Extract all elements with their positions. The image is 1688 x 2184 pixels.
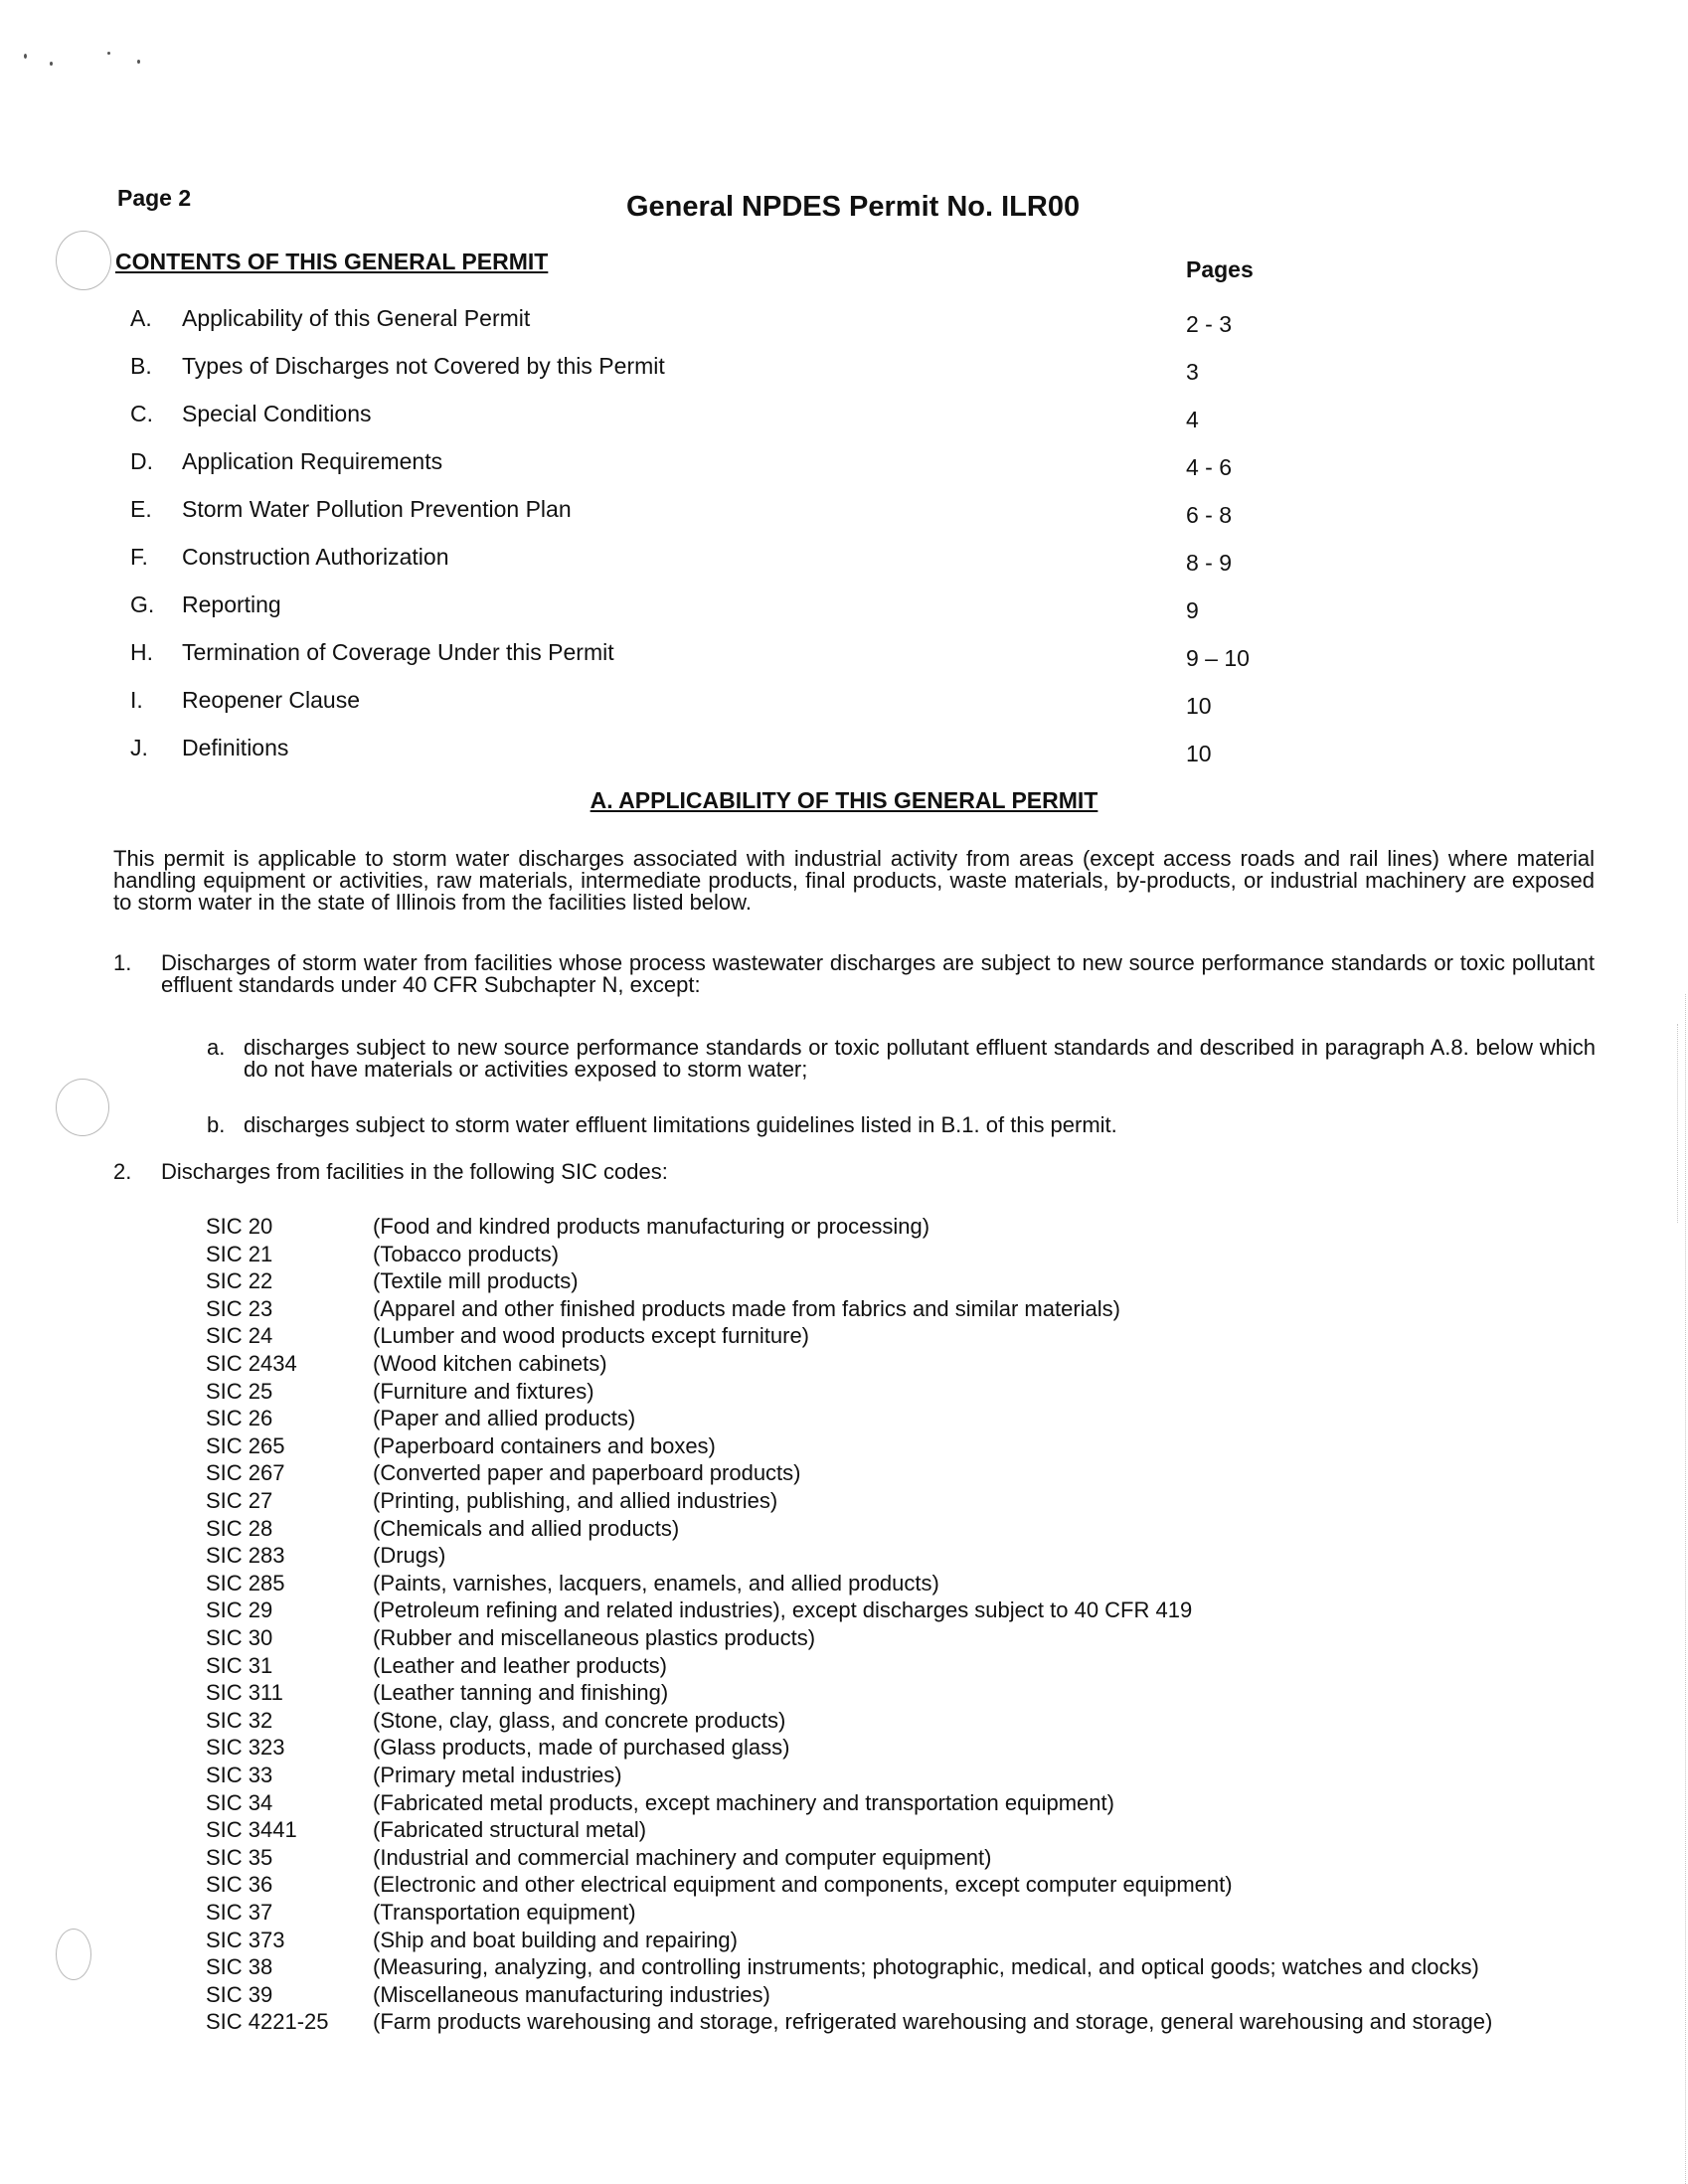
- sic-description: (Ship and boat building and repairing): [373, 1927, 738, 1952]
- sic-code-row: [0, 1515, 1688, 1542]
- toc-item: [0, 591, 1688, 625]
- sic-description: (Fabricated metal products, except machinery and transportation equipment): [373, 1789, 1114, 1815]
- sic-code-row: [0, 1432, 1688, 1459]
- sic-code: SIC 39: [206, 1981, 273, 2007]
- item-text: Discharges of storm water from facilities whose process wastewater discharges are subject to new source performance standards or toxic pollutant effluent standards under 40 CFR Subchapter N, except:: [161, 950, 1595, 997]
- scan-edge-line: [1677, 1024, 1678, 1223]
- toc-item-letter: A.: [130, 305, 152, 331]
- toc-pages-header: Pages: [1186, 256, 1254, 282]
- sic-description: (Farm products warehousing and storage, refrigerated warehousing and storage, general warehousing and storage): [373, 2009, 1493, 2035]
- sic-description: (Leather and leather products): [373, 1652, 667, 1678]
- sic-description: (Printing, publishing, and allied industries): [373, 1488, 778, 1513]
- toc-item-pages: 8 - 9: [1186, 550, 1233, 576]
- toc-item-letter: E.: [130, 496, 152, 522]
- sic-code-row: [0, 1762, 1688, 1788]
- sic-code-row: [0, 1981, 1688, 2008]
- sic-code: SIC 20: [206, 1214, 273, 1239]
- sic-code: SIC 283: [206, 1543, 285, 1569]
- item-text: Discharges from facilities in the following SIC codes:: [161, 1159, 668, 1184]
- toc-item-pages: 4: [1186, 407, 1199, 432]
- sic-code-row: [0, 1596, 1688, 1623]
- sic-code: SIC 22: [206, 1268, 273, 1294]
- sic-description: (Industrial and commercial machinery and computer equipment): [373, 1844, 992, 1870]
- sic-code-row: [0, 1295, 1688, 1322]
- toc-item-title: Reopener Clause: [182, 687, 361, 713]
- sic-description: (Furniture and fixtures): [373, 1378, 594, 1404]
- sic-code-row: [0, 1734, 1688, 1761]
- toc-item: [0, 639, 1688, 673]
- toc-item-pages: 3: [1186, 359, 1199, 385]
- toc-item-pages: 2 - 3: [1186, 311, 1233, 337]
- sic-code-row: [0, 1679, 1688, 1706]
- sic-code-row: [0, 1322, 1688, 1349]
- sic-code: SIC 26: [206, 1406, 273, 1431]
- sic-code-row: [0, 1459, 1688, 1486]
- toc-item-title: Storm Water Pollution Prevention Plan: [182, 496, 572, 522]
- hole-punch-mark: [56, 231, 111, 290]
- toc-item-title: Special Conditions: [182, 401, 372, 426]
- sic-code-row: [0, 1350, 1688, 1377]
- sic-description: (Leather tanning and finishing): [373, 1680, 669, 1706]
- permit-title: General NPDES Permit No. ILR00: [626, 191, 1081, 223]
- sic-description: (Converted paper and paperboard products): [373, 1460, 801, 1486]
- toc-item-title: Types of Discharges not Covered by this Permit: [182, 353, 665, 379]
- sic-description: (Paper and allied products): [373, 1406, 636, 1431]
- toc-item: [0, 448, 1688, 482]
- toc-item: [0, 401, 1688, 434]
- sic-code: SIC 311: [206, 1680, 283, 1706]
- sic-description: (Glass products, made of purchased glass): [373, 1735, 790, 1761]
- sic-description: (Chemicals and allied products): [373, 1515, 680, 1541]
- scan-speck: [24, 54, 27, 59]
- toc-item: [0, 353, 1688, 387]
- sic-description: (Electronic and other electrical equipment and components, except computer equipment): [373, 1872, 1233, 1898]
- sic-code-row: [0, 1844, 1688, 1871]
- sic-description: (Food and kindred products manufacturing or processing): [373, 1214, 930, 1239]
- sic-code-row: [0, 1953, 1688, 1980]
- sic-code: SIC 265: [206, 1432, 285, 1458]
- intro-paragraph: This permit is applicable to storm water discharges associated with industrial activity from areas (except access roads and rail lines) where material handling equipment or activities, raw materials, intermediate products, final products, waste materials, by-products, or industrial machinery are exposed to storm water in the state of Illinois from the facilities listed below.: [113, 846, 1595, 915]
- toc-item-pages: 10: [1186, 693, 1212, 719]
- sic-code: SIC 2434: [206, 1351, 297, 1376]
- sic-code-row: [0, 1542, 1688, 1569]
- toc-item-title: Application Requirements: [182, 448, 443, 474]
- sic-code: SIC 3441: [206, 1817, 297, 1843]
- toc-item-title: Definitions: [182, 735, 289, 760]
- sic-code: SIC 21: [206, 1241, 273, 1266]
- toc-item-letter: F.: [130, 544, 148, 570]
- toc-item-letter: D.: [130, 448, 153, 474]
- toc-item-title: Reporting: [182, 591, 281, 617]
- sic-description: (Drugs): [373, 1543, 446, 1569]
- hole-punch-mark: [56, 1079, 109, 1136]
- toc-item-title: Construction Authorization: [182, 544, 449, 570]
- toc-item-letter: H.: [130, 639, 153, 665]
- sic-code-row: [0, 1378, 1688, 1405]
- toc-item-letter: C.: [130, 401, 153, 426]
- toc-item-pages: 6 - 8: [1186, 502, 1233, 528]
- sic-code: SIC 29: [206, 1597, 273, 1623]
- sic-code-row: [0, 1652, 1688, 1679]
- sic-code: SIC 37: [206, 1900, 273, 1925]
- toc-item: [0, 305, 1688, 339]
- sic-code-row: [0, 1927, 1688, 1953]
- sic-code-row: [0, 1213, 1688, 1240]
- toc-item: [0, 687, 1688, 721]
- sic-code-row: [0, 1267, 1688, 1294]
- sic-code: SIC 33: [206, 1763, 273, 1787]
- sic-code-row: [0, 1241, 1688, 1267]
- sub-item-label: a.: [207, 1035, 226, 1060]
- sic-description: (Transportation equipment): [373, 1900, 636, 1925]
- sic-code-row: [0, 1487, 1688, 1514]
- sub-item-label: b.: [207, 1112, 226, 1137]
- sic-description: (Rubber and miscellaneous plastics products): [373, 1625, 816, 1650]
- sic-description: (Paperboard containers and boxes): [373, 1432, 716, 1458]
- sic-description: (Miscellaneous manufacturing industries): [373, 1981, 770, 2007]
- sic-code: SIC 28: [206, 1515, 273, 1541]
- sic-code: SIC 32: [206, 1707, 273, 1733]
- sic-code: SIC 23: [206, 1295, 273, 1321]
- sic-code: SIC 34: [206, 1789, 273, 1815]
- toc-item: [0, 544, 1688, 578]
- sic-description: (Lumber and wood products except furniture): [373, 1323, 810, 1349]
- sic-description: (Textile mill products): [373, 1268, 579, 1294]
- toc-item: [0, 735, 1688, 768]
- sic-description: (Wood kitchen cabinets): [373, 1351, 607, 1376]
- sic-code-row: [0, 1871, 1688, 1898]
- page-number: Page 2: [117, 185, 192, 211]
- toc-item-letter: G.: [130, 591, 155, 617]
- sic-code: SIC 323: [206, 1735, 285, 1761]
- sic-code-row: [0, 1570, 1688, 1596]
- toc-item-letter: B.: [130, 353, 152, 379]
- section-heading: A. APPLICABILITY OF THIS GENERAL PERMIT: [590, 787, 1098, 813]
- sic-code-row: [0, 1405, 1688, 1431]
- toc-item: [0, 496, 1688, 530]
- sic-code: SIC 30: [206, 1625, 273, 1650]
- sic-code-row: [0, 1624, 1688, 1651]
- sic-description: (Paints, varnishes, lacquers, enamels, and allied products): [373, 1570, 939, 1596]
- sic-description: (Tobacco products): [373, 1241, 560, 1266]
- toc-item-pages: 9 – 10: [1186, 645, 1250, 671]
- scan-speck: [50, 62, 53, 66]
- sub-item-text: discharges subject to new source performance standards or toxic pollutant effluent standards and described in paragraph A.8. below which do not have materials or activities exposed to storm water;: [244, 1035, 1596, 1082]
- toc-item-pages: 4 - 6: [1186, 454, 1233, 480]
- toc-item-letter: I.: [130, 687, 143, 713]
- sic-description: (Petroleum refining and related industries), except discharges subject to 40 CFR 419: [373, 1597, 1193, 1623]
- sic-code: SIC 27: [206, 1488, 273, 1513]
- sic-code: SIC 25: [206, 1378, 273, 1404]
- sic-code: SIC 4221-25: [206, 2009, 329, 2035]
- sic-description: (Apparel and other finished products made from fabrics and similar materials): [373, 1295, 1120, 1321]
- sic-code: SIC 24: [206, 1323, 273, 1349]
- sic-code: SIC 35: [206, 1844, 273, 1870]
- sic-code-row: [0, 1789, 1688, 1816]
- sic-description: (Measuring, analyzing, and controlling instruments; photographic, medical, and optical goods; watches and clocks): [373, 1954, 1479, 1980]
- sic-code: SIC 38: [206, 1954, 273, 1980]
- item-number: 2.: [113, 1159, 132, 1184]
- toc-item-pages: 10: [1186, 741, 1212, 766]
- toc-item-letter: J.: [130, 735, 148, 760]
- toc-item-title: Termination of Coverage Under this Permit: [182, 639, 614, 665]
- sic-code: SIC 285: [206, 1570, 285, 1596]
- sic-code: SIC 373: [206, 1927, 285, 1952]
- toc-title: CONTENTS OF THIS GENERAL PERMIT: [115, 249, 549, 274]
- sic-code-row: [0, 1816, 1688, 1843]
- sic-code: SIC 267: [206, 1460, 285, 1486]
- sic-code-row: [0, 1899, 1688, 1926]
- sub-item-text: discharges subject to storm water effluent limitations guidelines listed in B.1. of this permit.: [244, 1112, 1117, 1137]
- sic-code-row: [0, 2008, 1688, 2035]
- sic-description: (Primary metal industries): [373, 1763, 622, 1787]
- sic-code: SIC 36: [206, 1872, 273, 1898]
- sic-code-row: [0, 1707, 1688, 1734]
- scan-speck: [137, 60, 140, 64]
- scan-speck: [107, 52, 110, 55]
- toc-item-title: Applicability of this General Permit: [182, 305, 531, 331]
- sic-description: (Stone, clay, glass, and concrete products): [373, 1707, 786, 1733]
- item-number: 1.: [113, 950, 132, 975]
- sic-description: (Fabricated structural metal): [373, 1817, 647, 1843]
- toc-item-pages: 9: [1186, 597, 1199, 623]
- sic-code: SIC 31: [206, 1652, 273, 1678]
